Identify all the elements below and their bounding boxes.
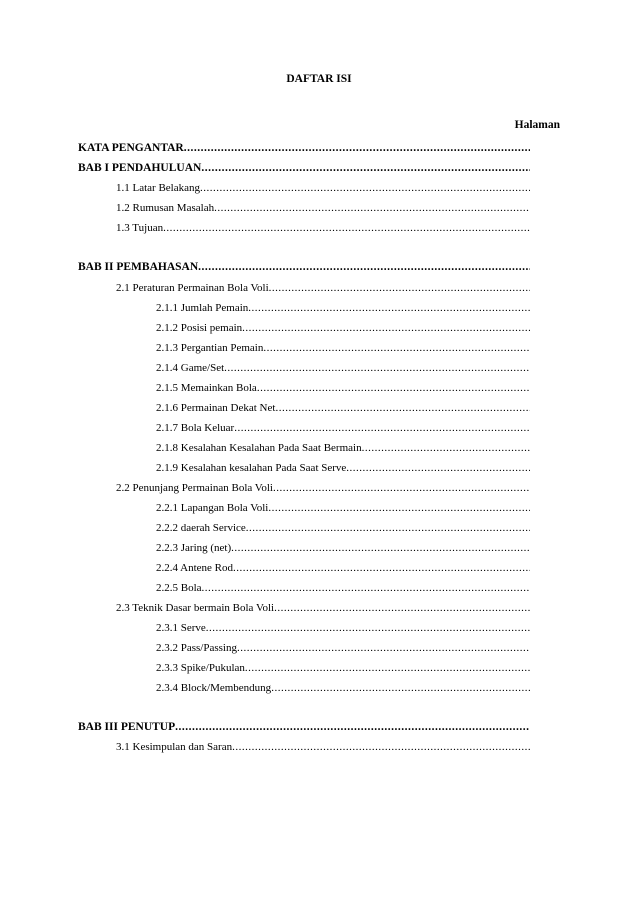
toc-leader-dots: [234, 422, 530, 434]
toc-leader-dots: [202, 582, 530, 594]
toc-leader-dots: [233, 562, 530, 574]
toc-subsection-entry: [156, 302, 530, 314]
toc-subsection-entry: [156, 682, 530, 694]
toc-subsection-entry: [156, 522, 530, 534]
toc-leader-dots: [273, 482, 530, 494]
toc-entry-label: BAB II PEMBAHASAN: [78, 261, 199, 273]
toc-subsection-entry: [156, 502, 530, 514]
toc-entry-label: 1.1 Latar Belakang: [116, 182, 200, 194]
toc-entry-label: 2.3.1 Serve: [156, 622, 206, 634]
toc-leader-dots: [206, 622, 530, 634]
toc-subsection-entry: [156, 342, 530, 354]
toc-chapter-entry: [78, 721, 530, 733]
toc-entry-label: 2.2.1 Lapangan Bola Voli: [156, 502, 269, 514]
toc-entry-label: KATA PENGANTAR: [78, 142, 184, 154]
toc-subsection-entry: [156, 582, 530, 594]
toc-leader-dots: [175, 721, 530, 733]
toc-subsection-entry: [156, 542, 530, 554]
toc-subsection-entry: [156, 622, 530, 634]
toc-leader-dots: [362, 442, 530, 454]
toc-leader-dots: [268, 502, 530, 514]
toc-entry-label: 2.1.1 Jumlah Pemain: [156, 302, 249, 314]
toc-section-entry: [116, 282, 530, 294]
toc-leader-dots: [246, 522, 530, 534]
toc-leader-dots: [163, 222, 530, 234]
toc-leader-dots: [232, 741, 530, 753]
toc-leader-dots: [198, 261, 530, 273]
toc-leader-dots: [201, 162, 530, 174]
toc-entry-label: 2.1.3 Pergantian Pemain: [156, 342, 264, 354]
toc-subsection-entry: [156, 462, 530, 474]
toc-entry-label: BAB I PENDAHULUAN: [78, 162, 202, 174]
toc-leader-dots: [231, 542, 530, 554]
toc-chapter-entry: [78, 142, 530, 154]
toc-entry-label: 2.3.4 Block/Membendung: [156, 682, 272, 694]
toc-leader-dots: [263, 342, 530, 354]
toc-leader-dots: [200, 182, 530, 194]
toc-subsection-entry: [156, 442, 530, 454]
toc-chapter-entry: [78, 162, 530, 174]
toc-entry-label: 2.2.5 Bola: [156, 582, 202, 594]
toc-entry-label: 2.1 Peraturan Permainan Bola Voli: [116, 282, 269, 294]
toc-subsection-entry: [156, 382, 530, 394]
toc-subsection-entry: [156, 402, 530, 414]
toc-entry-label: 2.2.4 Antene Rod: [156, 562, 233, 574]
toc-section-entry: [116, 182, 530, 194]
toc-leader-dots: [346, 462, 530, 474]
page-title: DAFTAR ISI: [286, 73, 352, 85]
toc-leader-dots: [269, 282, 530, 294]
toc-leader-dots: [224, 362, 530, 374]
toc-leader-dots: [275, 402, 530, 414]
toc-entry-label: 2.1.4 Game/Set: [156, 362, 225, 374]
toc-section-entry: [116, 482, 530, 494]
toc-subsection-entry: [156, 322, 530, 334]
toc-leader-dots: [257, 382, 530, 394]
toc-entry-label: 2.1.9 Kesalahan kesalahan Pada Saat Serve: [156, 462, 347, 474]
toc-entry-label: 3.1 Kesimpulan dan Saran: [116, 741, 233, 753]
toc-leader-dots: [274, 602, 530, 614]
toc-leader-dots: [271, 682, 530, 694]
toc-subsection-entry: [156, 362, 530, 374]
toc-entry-label: 2.3.2 Pass/Passing: [156, 642, 237, 654]
toc-leader-dots: [237, 642, 530, 654]
toc-leader-dots: [248, 302, 530, 314]
toc-entry-label: 2.3.3 Spike/Pukulan: [156, 662, 245, 674]
toc-leader-dots: [245, 662, 530, 674]
toc-entry-label: 2.1.7 Bola Keluar: [156, 422, 235, 434]
toc-entry-label: 2.3 Teknik Dasar bermain Bola Voli: [116, 602, 275, 614]
toc-section-entry: [116, 602, 530, 614]
toc-entry-label: 2.2.2 daerah Service: [156, 522, 246, 534]
toc-entry-label: 1.3 Tujuan: [116, 222, 164, 234]
toc-entry-label: 2.2.3 Jaring (net): [156, 542, 232, 554]
toc-subsection-entry: [156, 662, 530, 674]
toc-entry-label: BAB III PENUTUP: [78, 721, 176, 733]
toc-subsection-entry: [156, 642, 530, 654]
toc-section-entry: [116, 202, 530, 214]
toc-leader-dots: [214, 202, 530, 214]
toc-subsection-entry: [156, 422, 530, 434]
toc-entry-label: 2.1.5 Memainkan Bola: [156, 382, 257, 394]
toc-entry-label: 2.1.2 Posisi pemain: [156, 322, 243, 334]
toc-chapter-entry: [78, 261, 530, 273]
toc-section-entry: [116, 222, 530, 234]
toc-subsection-entry: [156, 562, 530, 574]
toc-leader-dots: [184, 142, 530, 154]
toc-entry-label: 2.1.6 Permainan Dekat Net: [156, 402, 276, 414]
page-column-label: Halaman: [514, 119, 560, 131]
toc-leader-dots: [242, 322, 530, 334]
toc-entry-label: 2.1.8 Kesalahan Kesalahan Pada Saat Bermain: [156, 442, 362, 454]
toc-section-entry: [116, 741, 530, 753]
toc-entry-label: 1.2 Rumusan Masalah: [116, 202, 215, 214]
toc-entry-label: 2.2 Penunjang Permainan Bola Voli: [116, 482, 273, 494]
